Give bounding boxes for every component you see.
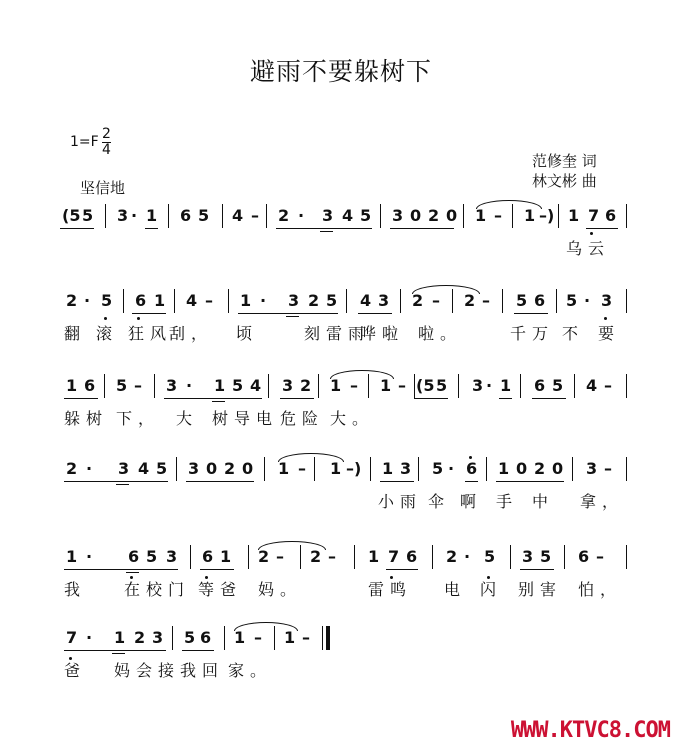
bar-line xyxy=(626,545,627,569)
bar-line xyxy=(105,204,106,228)
octave-dot xyxy=(69,657,72,660)
note: 0 xyxy=(206,459,218,478)
note: 1 xyxy=(568,206,580,225)
tie xyxy=(476,200,542,209)
lyric: 大 xyxy=(176,409,199,428)
note: 1 xyxy=(368,547,380,566)
note: 5 xyxy=(101,291,113,310)
note: 1 xyxy=(214,376,226,395)
underline xyxy=(465,481,478,482)
tie xyxy=(234,622,298,631)
note: 1 xyxy=(498,459,510,478)
note: 3 xyxy=(522,547,534,566)
note: – xyxy=(254,628,262,647)
lyric: 我 xyxy=(64,580,87,599)
octave-dot xyxy=(390,576,393,579)
bar-line xyxy=(190,545,191,569)
note: 3 xyxy=(118,459,130,478)
note: 0 xyxy=(446,206,458,225)
underline xyxy=(64,569,178,570)
composer-credit: 林文彬 曲 xyxy=(532,172,597,190)
bar-line xyxy=(502,289,503,313)
bar-line xyxy=(626,457,627,481)
note: 0 xyxy=(242,459,254,478)
note: 5 xyxy=(516,291,528,310)
underline xyxy=(320,231,333,232)
note: – xyxy=(205,291,213,310)
note: 2 xyxy=(300,376,312,395)
underline xyxy=(64,398,98,399)
octave-dot xyxy=(130,576,133,579)
bar-line xyxy=(168,204,169,228)
bar-line xyxy=(400,289,401,313)
bar-line xyxy=(123,289,124,313)
underline xyxy=(390,228,454,229)
note: 2 xyxy=(310,547,322,566)
note: 3 xyxy=(288,291,300,310)
octave-dot xyxy=(137,317,140,320)
lyric: 翻 xyxy=(64,324,87,343)
note: (5 xyxy=(416,376,435,395)
bar-line xyxy=(432,545,433,569)
note: 5 xyxy=(198,206,210,225)
underline xyxy=(230,398,262,399)
lyric: 妈会接 xyxy=(114,661,181,680)
note: · xyxy=(298,206,305,225)
tie xyxy=(330,370,394,379)
bar-line xyxy=(154,374,155,398)
note: 2 xyxy=(224,459,236,478)
lyric: 不 xyxy=(562,324,585,343)
note: 4 xyxy=(586,376,598,395)
lyricist-credit: 范修奎 词 xyxy=(532,152,597,170)
note: 1 xyxy=(500,376,512,395)
note: · xyxy=(131,206,138,225)
note: – xyxy=(328,547,336,566)
octave-dot xyxy=(590,232,593,235)
note: 1 xyxy=(330,376,342,395)
note: 3 xyxy=(322,206,334,225)
lyric: 在校门 xyxy=(124,580,191,599)
underline xyxy=(130,650,164,651)
note: 2 xyxy=(464,291,476,310)
bar-line xyxy=(558,204,559,228)
note: 1 xyxy=(330,459,342,478)
bar-line xyxy=(418,457,419,481)
tie xyxy=(258,541,326,550)
underline xyxy=(499,398,512,399)
bar-line xyxy=(556,289,557,313)
lyric: 千万 xyxy=(510,324,555,343)
note: – xyxy=(604,376,612,395)
underline xyxy=(286,316,299,317)
underline xyxy=(276,228,372,229)
note: 1 xyxy=(114,628,126,647)
lyric: 电 xyxy=(444,580,467,599)
lyric: 躲树 xyxy=(64,409,109,428)
note: 3 xyxy=(586,459,598,478)
underline xyxy=(358,313,392,314)
note: 7 xyxy=(388,547,400,566)
note: – xyxy=(432,291,440,310)
note: –) xyxy=(346,459,362,478)
bar-line xyxy=(564,545,565,569)
note: 6 xyxy=(534,291,546,310)
note: 4 xyxy=(360,291,372,310)
note: – xyxy=(398,376,406,395)
note: 0 xyxy=(552,459,564,478)
bar-line xyxy=(486,457,487,481)
lyric: 爸 xyxy=(64,661,87,680)
underline xyxy=(132,313,166,314)
tie xyxy=(412,285,480,294)
bar-line xyxy=(572,457,573,481)
bar-line xyxy=(174,289,175,313)
underline xyxy=(116,484,129,485)
underline xyxy=(126,572,139,573)
underline xyxy=(514,313,548,314)
note: 3 xyxy=(601,291,613,310)
note: 5 xyxy=(82,206,94,225)
bar-line xyxy=(176,457,177,481)
note: 5 xyxy=(432,459,444,478)
note: 1 xyxy=(66,376,78,395)
note: 6 xyxy=(605,206,617,225)
bar-line xyxy=(458,374,459,398)
bar-line xyxy=(574,374,575,398)
note: 5 xyxy=(326,291,338,310)
note: 6 xyxy=(180,206,192,225)
underline xyxy=(586,228,618,229)
underline xyxy=(145,228,158,229)
note: 1 xyxy=(146,206,158,225)
note: 4 xyxy=(138,459,150,478)
underline xyxy=(414,398,448,399)
note: 1 xyxy=(154,291,166,310)
note: 0 xyxy=(516,459,528,478)
lyric: 刮， xyxy=(169,324,214,343)
bar-line xyxy=(228,289,229,313)
bar-line xyxy=(380,204,381,228)
bar-line xyxy=(626,204,627,228)
note: (5 xyxy=(62,206,81,225)
lyric: 闪 xyxy=(480,580,503,599)
note: 2 xyxy=(66,459,78,478)
note: 5 xyxy=(484,547,496,566)
note: · xyxy=(186,376,193,395)
underline xyxy=(386,569,418,570)
bar-line xyxy=(354,545,355,569)
underline xyxy=(212,401,225,402)
note: 3 xyxy=(282,376,294,395)
underline xyxy=(112,653,125,654)
underline xyxy=(60,228,94,229)
bar-line xyxy=(414,374,415,398)
note: · xyxy=(448,459,455,478)
underline xyxy=(186,481,254,482)
note: 4 xyxy=(186,291,198,310)
page-title: 避雨不要躲树下 xyxy=(249,57,432,86)
lyric: 妈。 xyxy=(258,580,303,599)
note: 1 xyxy=(240,291,252,310)
note: 2 xyxy=(308,291,320,310)
note: 3 xyxy=(392,206,404,225)
note: 3 xyxy=(188,459,200,478)
note: 5 xyxy=(116,376,128,395)
lyric: 大。 xyxy=(330,409,375,428)
note: 5 xyxy=(146,547,158,566)
note: 1 xyxy=(278,459,290,478)
lyric: 我回 xyxy=(180,661,225,680)
key-signature: 1=F xyxy=(70,134,99,150)
bar-line xyxy=(172,626,173,650)
note: 4 xyxy=(250,376,262,395)
underline xyxy=(532,398,566,399)
underline xyxy=(496,481,564,482)
lyric: 乌云 xyxy=(566,239,611,258)
note: 5 xyxy=(232,376,244,395)
note: 2 xyxy=(134,628,146,647)
lyric: 啊 xyxy=(460,492,483,511)
lyric: 怕， xyxy=(578,580,623,599)
bar-line xyxy=(224,626,225,650)
lyric: 滚 xyxy=(96,324,119,343)
lyric: 树导电 xyxy=(212,409,279,428)
bar-line xyxy=(266,204,267,228)
bar-line xyxy=(264,457,265,481)
lyric: 危险 xyxy=(280,409,325,428)
lyric: 狂风 xyxy=(128,324,173,343)
bar-line xyxy=(318,374,319,398)
note: –) xyxy=(539,206,555,225)
note: · xyxy=(86,459,93,478)
note: – xyxy=(134,376,142,395)
final-bar-thick xyxy=(326,626,330,650)
note: 1 xyxy=(524,206,536,225)
note: – xyxy=(251,206,259,225)
note: 5 xyxy=(566,291,578,310)
note: – xyxy=(302,628,310,647)
note: 6 xyxy=(406,547,418,566)
note: 3 xyxy=(117,206,129,225)
note: – xyxy=(350,376,358,395)
underline xyxy=(64,481,168,482)
tempo-marking: 坚信地 xyxy=(80,179,126,197)
note: 5 xyxy=(540,547,552,566)
note: 3 xyxy=(400,459,412,478)
time-signature: 2 4 xyxy=(102,126,111,158)
lyric: 顷 xyxy=(236,324,259,343)
lyric: 别害 xyxy=(518,580,563,599)
note: 2 xyxy=(534,459,546,478)
lyric: 等爸 xyxy=(198,580,243,599)
note: 7 xyxy=(588,206,600,225)
octave-dot xyxy=(604,317,607,320)
bar-line xyxy=(346,289,347,313)
note: 6 xyxy=(135,291,147,310)
note: 6 xyxy=(128,547,140,566)
underline xyxy=(238,313,338,314)
note: 2 xyxy=(412,291,424,310)
note: · xyxy=(86,628,93,647)
octave-dot xyxy=(104,317,107,320)
note: · xyxy=(486,376,493,395)
bar-line xyxy=(370,457,371,481)
note: 5 xyxy=(360,206,372,225)
bar-line xyxy=(463,204,464,228)
note: 6 xyxy=(466,459,478,478)
note: 6 xyxy=(200,628,212,647)
lyric: 雷鸣 xyxy=(368,580,413,599)
underline xyxy=(520,569,554,570)
note: 3 xyxy=(152,628,164,647)
lyric: 下， xyxy=(116,409,161,428)
note: 2 xyxy=(258,547,270,566)
note: 5 xyxy=(156,459,168,478)
lyric: 哗啦 xyxy=(360,324,405,343)
note: 5 xyxy=(436,376,448,395)
note: · xyxy=(464,547,471,566)
note: 2 xyxy=(428,206,440,225)
note: · xyxy=(584,291,591,310)
note: 1 xyxy=(220,547,232,566)
note: 3 xyxy=(472,376,484,395)
note: 0 xyxy=(410,206,422,225)
note: 1 xyxy=(380,376,392,395)
note: 6 xyxy=(84,376,96,395)
note: – xyxy=(298,459,306,478)
note: 1 xyxy=(475,206,487,225)
note: 4 xyxy=(342,206,354,225)
bar-line xyxy=(248,545,249,569)
bar-line xyxy=(104,374,105,398)
note: – xyxy=(482,291,490,310)
lyric: 拿， xyxy=(580,492,625,511)
note: 5 xyxy=(552,376,564,395)
note: 1 xyxy=(66,547,78,566)
lyric: 啦。 xyxy=(418,324,463,343)
lyric: 刻雷雨 xyxy=(304,324,371,343)
bar-line xyxy=(626,374,627,398)
note: 1 xyxy=(234,628,246,647)
note: 6 xyxy=(578,547,590,566)
bar-line xyxy=(222,204,223,228)
note: · xyxy=(84,291,91,310)
bar-line xyxy=(626,289,627,313)
note: 2 xyxy=(446,547,458,566)
tie xyxy=(278,453,344,462)
note: 6 xyxy=(202,547,214,566)
note: 1 xyxy=(284,628,296,647)
note: – xyxy=(494,206,502,225)
lyric: 伞 xyxy=(428,492,451,511)
underline xyxy=(280,398,314,399)
octave-dot xyxy=(487,576,490,579)
underline xyxy=(200,569,234,570)
note: 3 xyxy=(166,376,178,395)
note: 7 xyxy=(66,628,78,647)
note: 5 xyxy=(184,628,196,647)
note: 1 xyxy=(382,459,394,478)
lyric: 小雨 xyxy=(378,492,423,511)
lyric: 家。 xyxy=(228,661,273,680)
note: 3 xyxy=(166,547,178,566)
note: 2 xyxy=(278,206,290,225)
underline xyxy=(182,650,214,651)
bar-line xyxy=(268,374,269,398)
bar-line xyxy=(510,545,511,569)
note: 2 xyxy=(66,291,78,310)
note: – xyxy=(276,547,284,566)
bar-line xyxy=(520,374,521,398)
note: · xyxy=(86,547,93,566)
lyric: 中 xyxy=(532,492,555,511)
watermark: WWW.KTVC8.COM xyxy=(510,718,670,743)
underline xyxy=(380,481,414,482)
note: – xyxy=(596,547,604,566)
final-bar-thin xyxy=(322,626,323,650)
note: 6 xyxy=(534,376,546,395)
lyric: 要 xyxy=(598,324,621,343)
note: 4 xyxy=(232,206,244,225)
note: · xyxy=(260,291,267,310)
note: – xyxy=(604,459,612,478)
octave-dot xyxy=(469,456,472,459)
note: 3 xyxy=(378,291,390,310)
octave-dot xyxy=(205,576,208,579)
lyric: 手 xyxy=(496,492,519,511)
